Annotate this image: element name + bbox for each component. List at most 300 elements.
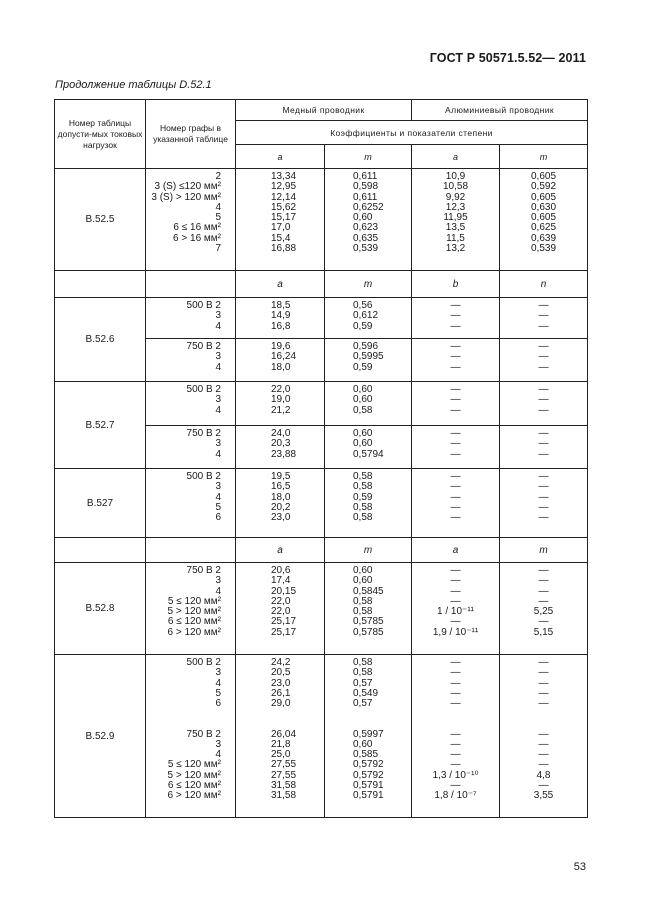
copper-a-values <box>236 727 325 818</box>
cell-line: — <box>450 616 461 628</box>
cell-line: 0,59 <box>353 361 373 373</box>
cell-line: — <box>538 512 549 524</box>
cell-line: — <box>538 404 549 416</box>
cell-line: 0,5845 <box>353 585 384 597</box>
cell-line: 21,2 <box>271 404 291 416</box>
symbol-cell: m <box>500 538 588 563</box>
cell-line: — <box>450 728 461 740</box>
section-b529-group-500 <box>55 655 588 727</box>
cell-line: — <box>450 320 461 332</box>
aluminium-b-values <box>412 426 500 469</box>
cell-line: 5 ≤ 120 мм² <box>167 595 221 607</box>
header-column-number: Номер графы в указанной таблице <box>146 100 236 169</box>
cell-line: 15,17 <box>271 212 297 224</box>
sub-header: m <box>500 145 588 169</box>
cell-line: 0,5794 <box>353 448 384 460</box>
cell-line: 25,17 <box>271 616 297 628</box>
cell-line: 29,0 <box>271 698 291 710</box>
cell-line: — <box>538 677 549 689</box>
cell-line: 20,6 <box>271 565 291 576</box>
cell-line: 0,58 <box>353 404 373 416</box>
cell-line: — <box>538 341 549 352</box>
cell-line: 4 <box>215 677 221 689</box>
cell-line: 4 <box>215 491 221 503</box>
cell-line: 5 ≤ 120 мм² <box>167 759 221 771</box>
copper-a-values <box>236 339 325 382</box>
symbol-cell: a <box>236 538 325 563</box>
aluminium-n-values <box>500 339 588 382</box>
cell-line: — <box>538 501 549 513</box>
cell-line: 14,9 <box>271 310 291 322</box>
copper-m-values <box>325 426 412 469</box>
cell-line: 0,59 <box>353 491 373 503</box>
cell-line: 0,592 <box>531 181 557 193</box>
copper-a-values <box>236 382 325 426</box>
aluminium-m-values <box>500 169 588 271</box>
cell-line: — <box>538 394 549 406</box>
column-list <box>146 655 236 727</box>
cell-line: — <box>450 575 461 587</box>
cell-line: 0,598 <box>353 181 379 193</box>
cell-line: 0,58 <box>353 595 373 607</box>
sub-header: a <box>236 145 325 169</box>
symbol-cell: m <box>325 538 412 563</box>
cell-line: 6 ≤ 16 мм² <box>173 222 221 234</box>
cell-line: — <box>538 565 549 576</box>
cell-line: 0,585 <box>353 749 379 761</box>
cell-line: 3 <box>215 667 221 679</box>
cell-line: — <box>450 585 461 597</box>
cell-line: — <box>450 738 461 750</box>
cell-line: 0,5785 <box>353 616 384 628</box>
page-number: 53 <box>573 861 586 873</box>
copper-m-values <box>325 655 412 727</box>
cell-line: — <box>538 759 549 771</box>
cell-line: 4 <box>215 448 221 460</box>
cell-line: 0,549 <box>353 687 379 699</box>
cell-line: 25,17 <box>271 626 297 638</box>
cell-line: — <box>450 698 461 710</box>
cell-line: 21,8 <box>271 738 291 750</box>
cell-line: 750 В 2 <box>186 728 221 740</box>
cell-line: 12,14 <box>271 191 297 203</box>
cell-line: 18,0 <box>271 491 291 503</box>
sub-header: a <box>412 145 500 169</box>
cell-line: 0,611 <box>353 171 378 182</box>
cell-line: — <box>538 300 549 311</box>
cell-line: 0,5791 <box>353 790 384 802</box>
cell-line: 0,57 <box>353 677 373 689</box>
cell-line: 5 <box>215 687 221 699</box>
cell-line: 0,5792 <box>353 769 384 781</box>
cell-line: 5,15 <box>533 626 554 638</box>
cell-line: 0,60 <box>353 212 373 224</box>
symbol-row <box>55 538 588 563</box>
cell-line: — <box>538 438 549 450</box>
cell-line: — <box>538 738 549 750</box>
column-list <box>146 426 236 469</box>
cell-line: 5 <box>215 501 221 513</box>
cell-line: 750 В 2 <box>186 565 221 576</box>
cell-line: 12,95 <box>271 181 297 193</box>
cell-line: 0,58 <box>353 606 373 618</box>
cell-line: 12,3 <box>445 201 466 213</box>
cell-line: — <box>450 448 461 460</box>
cell-line: — <box>538 749 549 761</box>
cell-line: 11,95 <box>443 212 468 224</box>
cell-line: — <box>450 361 461 373</box>
cell-line: 750 В 2 <box>186 428 221 439</box>
cell-line: 4 <box>215 585 221 597</box>
cell-line: — <box>538 698 549 710</box>
table-number-cell: B.52.9 <box>55 655 146 818</box>
table-caption: Продолжение таблицы D.52.1 <box>55 79 212 91</box>
aluminium-a-values <box>412 169 500 271</box>
cell-line: 0,60 <box>353 565 373 576</box>
aluminium-a-values <box>412 655 500 727</box>
symbol-row <box>55 271 588 298</box>
cell-line: 15,62 <box>271 201 297 213</box>
cell-line: 0,635 <box>353 232 379 244</box>
cell-line: 3 <box>215 738 221 750</box>
cell-line: 11,5 <box>446 232 465 244</box>
cell-line: — <box>450 491 461 503</box>
cell-line: 1 / 10⁻¹¹ <box>437 606 474 618</box>
cell-line: 18,5 <box>271 300 291 311</box>
aluminium-n-values <box>500 469 588 538</box>
cell-line: 1,3 / 10⁻¹⁰ <box>432 769 479 781</box>
cell-line: 6 ≤ 120 мм² <box>167 616 221 628</box>
cell-line: 500 В 2 <box>186 384 221 395</box>
cell-line: 5 > 120 мм² <box>167 606 221 618</box>
cell-line: 0,58 <box>353 667 373 679</box>
cell-line: 500 В 2 <box>186 657 221 668</box>
cell-line: 0,60 <box>353 384 373 395</box>
cell-line: 3 <box>215 310 221 322</box>
cell-line: 3 <box>215 438 221 450</box>
cell-line: 19,6 <box>271 341 291 352</box>
cell-line: 4 <box>215 201 221 213</box>
cell-line: — <box>538 728 549 740</box>
symbol-cell: b <box>412 271 500 298</box>
cell-line: 20,5 <box>271 667 291 679</box>
column-list <box>146 298 236 339</box>
aluminium-b-values <box>412 469 500 538</box>
cell-line: 24,0 <box>271 428 291 439</box>
cell-line: 13,34 <box>271 171 297 182</box>
cell-line: — <box>450 779 461 791</box>
cell-line: 0,5791 <box>353 779 384 791</box>
sub-header: m <box>325 145 412 169</box>
cell-line: 0,60 <box>353 438 373 450</box>
cell-line: — <box>450 512 461 524</box>
cell-line: 0,5997 <box>353 728 384 740</box>
cell-line: 4 <box>215 320 221 332</box>
cell-line: 7 <box>215 243 221 255</box>
section-b525 <box>55 169 588 271</box>
cell-line: 0,539 <box>531 243 557 255</box>
cell-line: 27,55 <box>271 759 297 771</box>
cell-line: 0,605 <box>531 191 557 203</box>
copper-a-values <box>236 655 325 727</box>
aluminium-n-values <box>500 426 588 469</box>
cell-line: 0,5995 <box>353 351 384 363</box>
cell-line: — <box>450 565 461 576</box>
cell-line: — <box>450 404 461 416</box>
cell-line: 22,0 <box>271 595 291 607</box>
cell-line: — <box>450 351 461 363</box>
cell-line: 22,0 <box>271 384 291 395</box>
cell-line: 0,58 <box>353 501 373 513</box>
cell-line: — <box>450 501 461 513</box>
cell-line: 3 (S) > 120 мм² <box>151 191 221 203</box>
cell-line: 5 > 120 мм² <box>167 769 221 781</box>
aluminium-m-values <box>500 563 588 655</box>
cell-line: 0,58 <box>353 512 373 524</box>
table-number-cell: B.52.7 <box>55 382 146 469</box>
cell-line: — <box>450 595 461 607</box>
cell-line: — <box>538 361 549 373</box>
cell-line: 2 <box>215 171 221 182</box>
cell-line: — <box>538 667 549 679</box>
cell-line: 20,15 <box>271 585 297 597</box>
cell-line: 0,58 <box>353 471 373 482</box>
cell-line: 0,56 <box>353 300 373 311</box>
cell-line: — <box>538 657 549 668</box>
copper-m-values <box>325 339 412 382</box>
cell-line: — <box>450 687 461 699</box>
symbol-cell: n <box>500 271 588 298</box>
blank-cell <box>146 538 236 563</box>
cell-line: 3 <box>215 481 221 493</box>
cell-line: 6 <box>215 698 221 710</box>
cell-line: 0,623 <box>353 222 379 234</box>
cell-line: 0,596 <box>353 341 379 352</box>
cell-line: — <box>538 448 549 460</box>
document-header: ГОСТ Р 50571.5.52— 2011 <box>429 51 586 65</box>
cell-line: 6 <box>215 512 221 524</box>
cell-line: 10,9 <box>445 171 466 182</box>
aluminium-m-values <box>500 655 588 727</box>
table-number-cell: B.52.5 <box>55 169 146 271</box>
cell-line: 3 <box>215 575 221 587</box>
aluminium-b-values <box>412 298 500 339</box>
aluminium-a-values <box>412 727 500 818</box>
cell-line: 0,639 <box>531 232 557 244</box>
cell-line: 500 В 2 <box>186 300 221 311</box>
cell-line: — <box>450 394 461 406</box>
cell-line: 0,57 <box>353 698 373 710</box>
cell-line: 13,2 <box>445 243 466 255</box>
cell-line: 0,60 <box>353 738 373 750</box>
cell-line: 20,2 <box>271 501 291 513</box>
section-b527b <box>55 469 588 538</box>
blank-cell <box>55 538 146 563</box>
cell-line: 20,3 <box>271 438 291 450</box>
copper-a-values <box>236 298 325 339</box>
cell-line: 19,5 <box>271 471 291 482</box>
column-list <box>146 169 236 271</box>
copper-a-values <box>236 169 325 271</box>
cell-line: — <box>450 300 461 311</box>
cell-line: — <box>538 310 549 322</box>
cell-line: — <box>538 384 549 395</box>
cell-line: — <box>538 616 549 628</box>
cell-line: — <box>450 657 461 668</box>
cell-line: 16,8 <box>271 320 291 332</box>
header-table-number: Номер таблицы допусти-мых токовых нагрузок <box>55 100 146 169</box>
cell-line: 0,612 <box>353 310 379 322</box>
aluminium-m-values <box>500 727 588 818</box>
blank-cell <box>55 271 146 298</box>
cell-line: 0,5792 <box>353 759 384 771</box>
cell-line: 23,0 <box>271 512 291 524</box>
cell-line: 0,625 <box>531 222 557 234</box>
cell-line: — <box>538 585 549 597</box>
cell-line: 0,539 <box>353 243 379 255</box>
section-b527-group-500 <box>55 382 588 426</box>
column-list <box>146 563 236 655</box>
cell-line: 0,60 <box>353 428 373 439</box>
cell-line: 0,630 <box>531 201 557 213</box>
cell-line: 0,5785 <box>353 626 384 638</box>
cell-line: 6 > 120 мм² <box>167 790 221 802</box>
cell-line: 6 > 16 мм² <box>173 232 221 244</box>
symbol-cell: a <box>236 271 325 298</box>
copper-m-values <box>325 469 412 538</box>
cell-line: — <box>538 428 549 439</box>
table-number-cell: B.527 <box>55 469 146 538</box>
cell-line: — <box>538 687 549 699</box>
cell-line: — <box>450 428 461 439</box>
cell-line: 0,605 <box>531 171 557 182</box>
cell-line: 0,6252 <box>353 201 384 213</box>
cell-line: — <box>450 481 461 493</box>
cell-line: 17,4 <box>271 575 291 587</box>
copper-a-values <box>236 469 325 538</box>
cell-line: 15,4 <box>271 232 291 244</box>
cell-line: 31,58 <box>271 790 297 802</box>
cell-line: 0,605 <box>531 212 557 224</box>
section-b526-group-500 <box>55 298 588 339</box>
cell-line: 26,1 <box>271 687 291 699</box>
cell-line: 3 <box>215 351 221 363</box>
column-list <box>146 382 236 426</box>
cell-line: — <box>450 759 461 771</box>
symbol-cell: m <box>325 271 412 298</box>
column-list <box>146 469 236 538</box>
cell-line: 16,5 <box>271 481 291 493</box>
table-number-cell: B.52.8 <box>55 563 146 655</box>
header-aluminium: Алюминиевый проводник <box>412 100 588 121</box>
cell-line: 0,58 <box>353 481 373 493</box>
symbol-cell: a <box>412 538 500 563</box>
copper-m-values <box>325 727 412 818</box>
cell-line: — <box>450 310 461 322</box>
column-list <box>146 339 236 382</box>
cell-line: 3 <box>215 394 221 406</box>
section-b528 <box>55 563 588 655</box>
cell-line: 23,88 <box>271 448 297 460</box>
cell-line: 750 В 2 <box>186 341 221 352</box>
cell-line: 5 <box>215 212 221 224</box>
header-copper: Медный проводник <box>236 100 412 121</box>
cell-line: 3,55 <box>533 790 554 802</box>
cell-line: 1,9 / 10⁻¹¹ <box>432 626 479 638</box>
cell-line: 6 > 120 мм² <box>167 626 221 638</box>
header-coefficients: Коэффициенты и показатели степени <box>236 121 588 145</box>
column-list <box>146 727 236 818</box>
cell-line: 0,60 <box>353 394 373 406</box>
cell-line: — <box>538 320 549 332</box>
cell-line: — <box>538 491 549 503</box>
copper-m-values <box>325 169 412 271</box>
cell-line: — <box>450 677 461 689</box>
cell-line: 5,25 <box>533 606 554 618</box>
cell-line: 3 (S) ≤120 мм² <box>154 181 221 193</box>
cell-line: — <box>538 575 549 587</box>
cell-line: 0,58 <box>353 657 373 668</box>
copper-a-values <box>236 563 325 655</box>
cell-line: 4,8 <box>536 769 551 781</box>
aluminium-n-values <box>500 382 588 426</box>
cell-line: 0,60 <box>353 575 373 587</box>
cell-line: 16,24 <box>271 351 297 363</box>
blank-cell <box>146 271 236 298</box>
cell-line: — <box>538 779 549 791</box>
cell-line: — <box>450 438 461 450</box>
cell-line: 9,92 <box>445 191 466 203</box>
aluminium-n-values <box>500 298 588 339</box>
cell-line: — <box>450 341 461 352</box>
aluminium-a-values <box>412 563 500 655</box>
aluminium-b-values <box>412 382 500 426</box>
cell-line: 22,0 <box>271 606 291 618</box>
copper-m-values <box>325 563 412 655</box>
cell-line: — <box>450 384 461 395</box>
copper-m-values <box>325 298 412 339</box>
cell-line: 27,55 <box>271 769 297 781</box>
coefficients-table <box>54 99 588 818</box>
cell-line: 0,611 <box>353 191 378 203</box>
cell-line: 500 В 2 <box>186 471 221 482</box>
cell-line: — <box>538 351 549 363</box>
cell-line: 17,0 <box>271 222 291 234</box>
copper-a-values <box>236 426 325 469</box>
cell-line: 6 ≤ 120 мм² <box>167 779 221 791</box>
cell-line: — <box>538 471 549 482</box>
cell-line: 25,0 <box>271 749 291 761</box>
cell-line: 0,59 <box>353 320 373 332</box>
cell-line: — <box>450 749 461 761</box>
cell-line: 18,0 <box>271 361 291 373</box>
cell-line: 26,04 <box>271 728 297 740</box>
cell-line: 31,58 <box>271 779 297 791</box>
cell-line: 16,88 <box>271 243 297 255</box>
cell-line: 23,0 <box>271 677 291 689</box>
cell-line: 4 <box>215 749 221 761</box>
cell-line: 4 <box>215 404 221 416</box>
cell-line: — <box>450 471 461 482</box>
cell-line: — <box>538 481 549 493</box>
cell-line: 19,0 <box>271 394 291 406</box>
aluminium-b-values <box>412 339 500 382</box>
cell-line: — <box>450 667 461 679</box>
cell-line: 1,8 / 10⁻⁷ <box>434 790 477 802</box>
cell-line: 24,2 <box>271 657 291 668</box>
table-number-cell: B.52.6 <box>55 298 146 382</box>
cell-line: 13,5 <box>445 222 466 234</box>
